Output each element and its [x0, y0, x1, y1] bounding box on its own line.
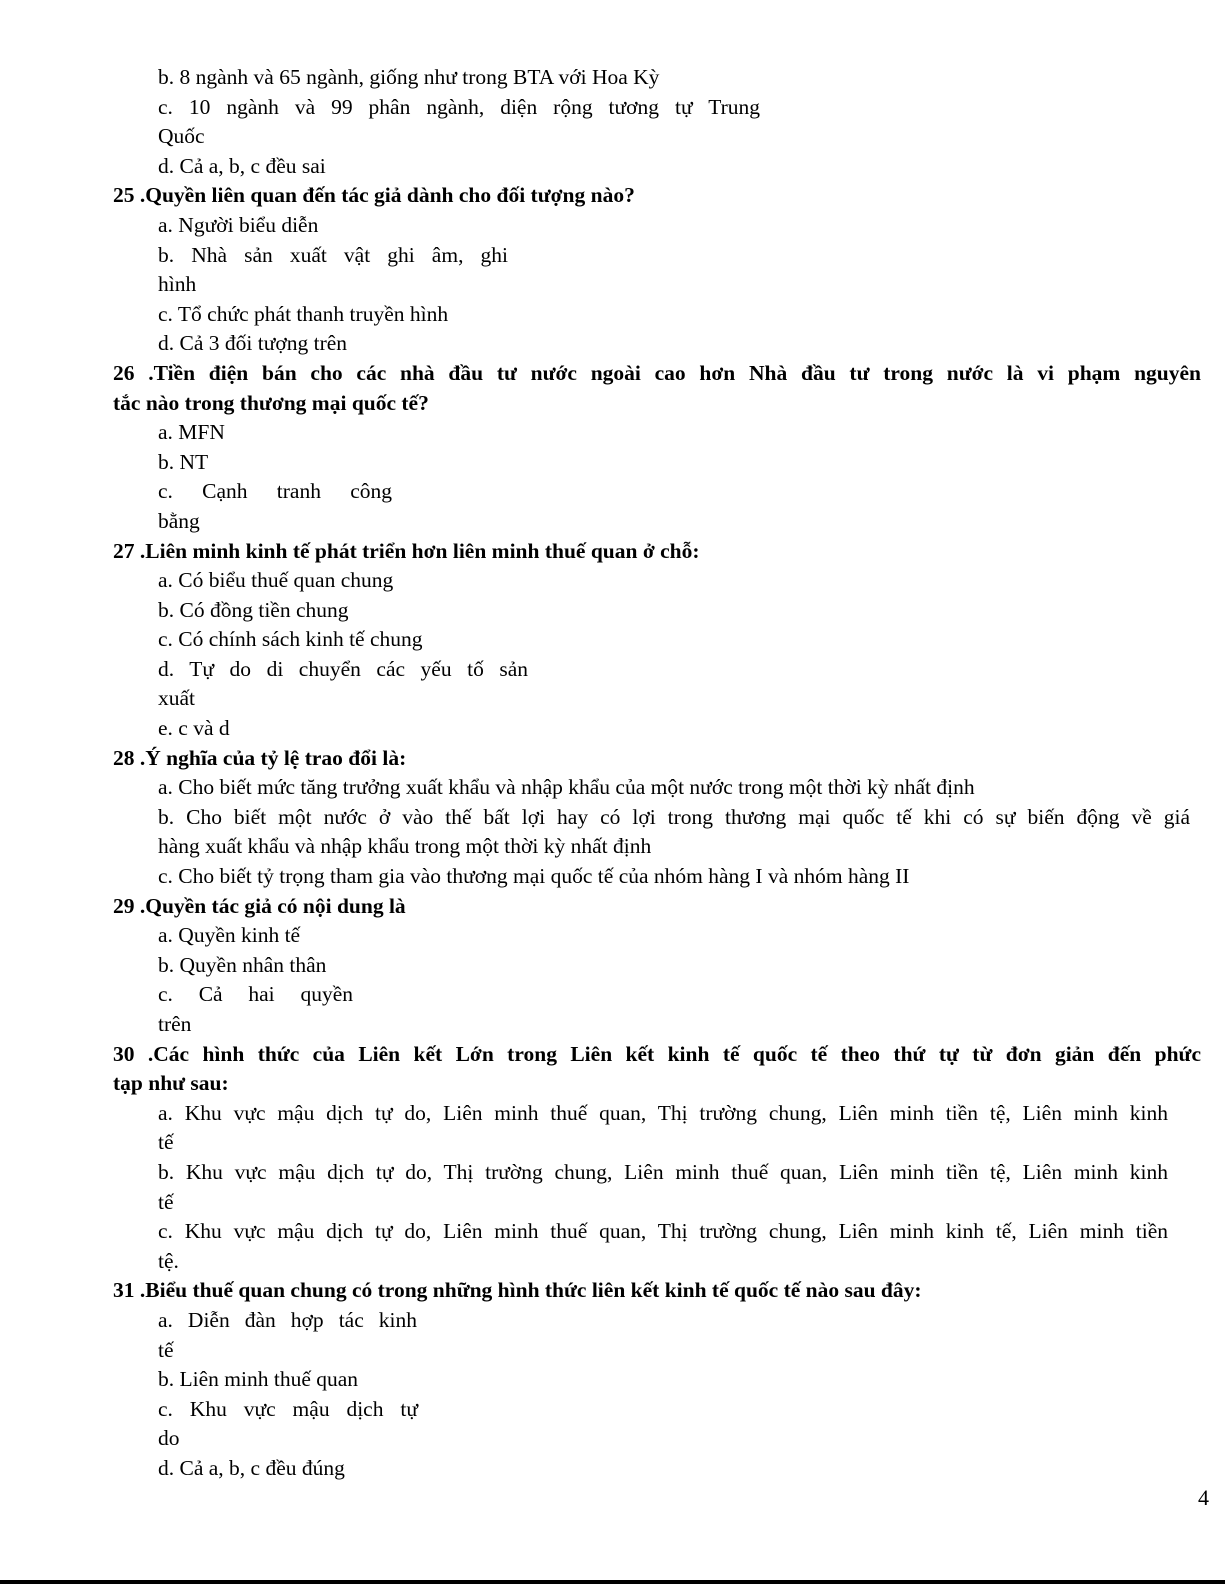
- option-line: c. Có chính sách kinh tế chung: [158, 627, 423, 652]
- option-line: d. Cả a, b, c đều đúng: [158, 1455, 345, 1480]
- option-line: hình: [158, 272, 197, 297]
- option-line: c. Cạnh tranh công: [158, 479, 392, 504]
- option-line: d. Cả 3 đối tượng trên: [158, 331, 348, 356]
- question-block-25: [113, 181, 1205, 359]
- option-line: a. Có biểu thuế quan chung: [158, 568, 394, 593]
- option-line: bằng: [158, 508, 200, 533]
- option-line: tệ.: [158, 1248, 179, 1273]
- option-line: d. Tự do di chuyển các yếu tố sản: [158, 656, 528, 681]
- question-title-line: 31 .Biểu thuế quan chung có trong những hình thức liên kết kinh tế quốc tế nào sau đây:: [113, 1278, 922, 1303]
- question-block-31: [113, 1276, 1205, 1483]
- question-block-29: [113, 892, 1205, 1040]
- question-title-line: 28 .Ý nghĩa của tỷ lệ trao đổi là:: [113, 745, 407, 770]
- question-block-continued: [113, 63, 1205, 181]
- option-line: trên: [158, 1012, 192, 1036]
- question-block-26: [113, 359, 1205, 537]
- option-line: a. Diễn đàn hợp tác kinh: [158, 1307, 417, 1332]
- option-line: c. Khu vực mậu dịch tự do, Liên minh thuế quan, Thị trường chung, Liên minh kinh tế, Liên minh tiền: [158, 1219, 1168, 1244]
- option-line: a. Quyền kinh tế: [158, 923, 301, 948]
- option-line: Quốc: [158, 124, 205, 149]
- option-line: a. Khu vực mậu dịch tự do, Liên minh thuế quan, Thị trường chung, Liên minh tiền tệ, Liên minh kinh: [158, 1100, 1168, 1125]
- question-block-27: [113, 537, 1205, 744]
- option-line: tế: [158, 1130, 174, 1155]
- option-line: c. Khu vực mậu dịch tự: [158, 1396, 418, 1421]
- page-number: 4: [1198, 1485, 1209, 1510]
- footer-rule: [0, 1580, 1225, 1584]
- option-line: b. Nhà sản xuất vật ghi âm, ghi: [158, 242, 508, 267]
- option-line: d. Cả a, b, c đều sai: [158, 153, 326, 178]
- question-block-30: [113, 1040, 1205, 1277]
- option-line: b. Quyền nhân thân: [158, 952, 327, 977]
- option-line: xuất: [158, 686, 196, 711]
- option-line: c. 10 ngành và 99 phân ngành, diện rộng tương tự Trung: [158, 94, 760, 119]
- question-title-line: 25 .Quyền liên quan đến tác giả dành cho đối tượng nào?: [113, 183, 635, 208]
- option-line: e. c và d: [158, 716, 230, 741]
- option-line: a. Người biểu diễn: [158, 212, 319, 237]
- option-line: do: [158, 1426, 180, 1451]
- option-line: c. Tổ chức phát thanh truyền hình: [158, 301, 449, 326]
- document-body: [113, 63, 1205, 1484]
- option-line: a. MFN: [158, 420, 225, 445]
- option-line: b. NT: [158, 449, 209, 474]
- question-title-line: 26 .Tiền điện bán cho các nhà đầu tư nước ngoài cao hơn Nhà đầu tư trong nước là vi phạm nguyên: [113, 360, 1201, 385]
- option-line: b. Cho biết một nước ở vào thế bất lợi hay có lợi trong thương mại quốc tế khi có sự biến động về giá: [158, 804, 1190, 829]
- option-line: tế: [158, 1189, 174, 1214]
- option-line: b. 8 ngành và 65 ngành, giống như trong BTA với Hoa Kỳ: [158, 65, 660, 89]
- option-line: c. Cho biết tỷ trọng tham gia vào thương mại quốc tế của nhóm hàng I và nhóm hàng II: [158, 864, 910, 889]
- option-line: a. Cho biết mức tăng trưởng xuất khẩu và nhập khẩu của một nước trong một thời kỳ nhất định: [158, 775, 975, 800]
- option-line: b. Liên minh thuế quan: [158, 1367, 359, 1392]
- option-line: b. Khu vực mậu dịch tự do, Thị trường chung, Liên minh thuế quan, Liên minh tiền tệ, Liên minh kinh: [158, 1159, 1168, 1184]
- question-title-line: 29 .Quyền tác giả có nội dung là: [113, 893, 406, 918]
- question-title-line: tắc nào trong thương mại quốc tế?: [113, 390, 429, 415]
- question-title-line: 27 .Liên minh kinh tế phát triển hơn liên minh thuế quan ở chỗ:: [113, 538, 700, 563]
- option-line: hàng xuất khẩu và nhập khẩu trong một thời kỳ nhất định: [158, 834, 652, 859]
- question-title-line: tạp như sau:: [113, 1071, 229, 1096]
- option-line: c. Cả hai quyền: [158, 982, 353, 1007]
- question-block-28: [113, 744, 1205, 892]
- option-line: b. Có đồng tiền chung: [158, 597, 349, 622]
- question-title-line: 30 .Các hình thức của Liên kết Lớn trong Liên kết kinh tế quốc tế theo thứ tự từ đơn giản đến phức: [113, 1041, 1201, 1066]
- option-line: tế: [158, 1337, 174, 1362]
